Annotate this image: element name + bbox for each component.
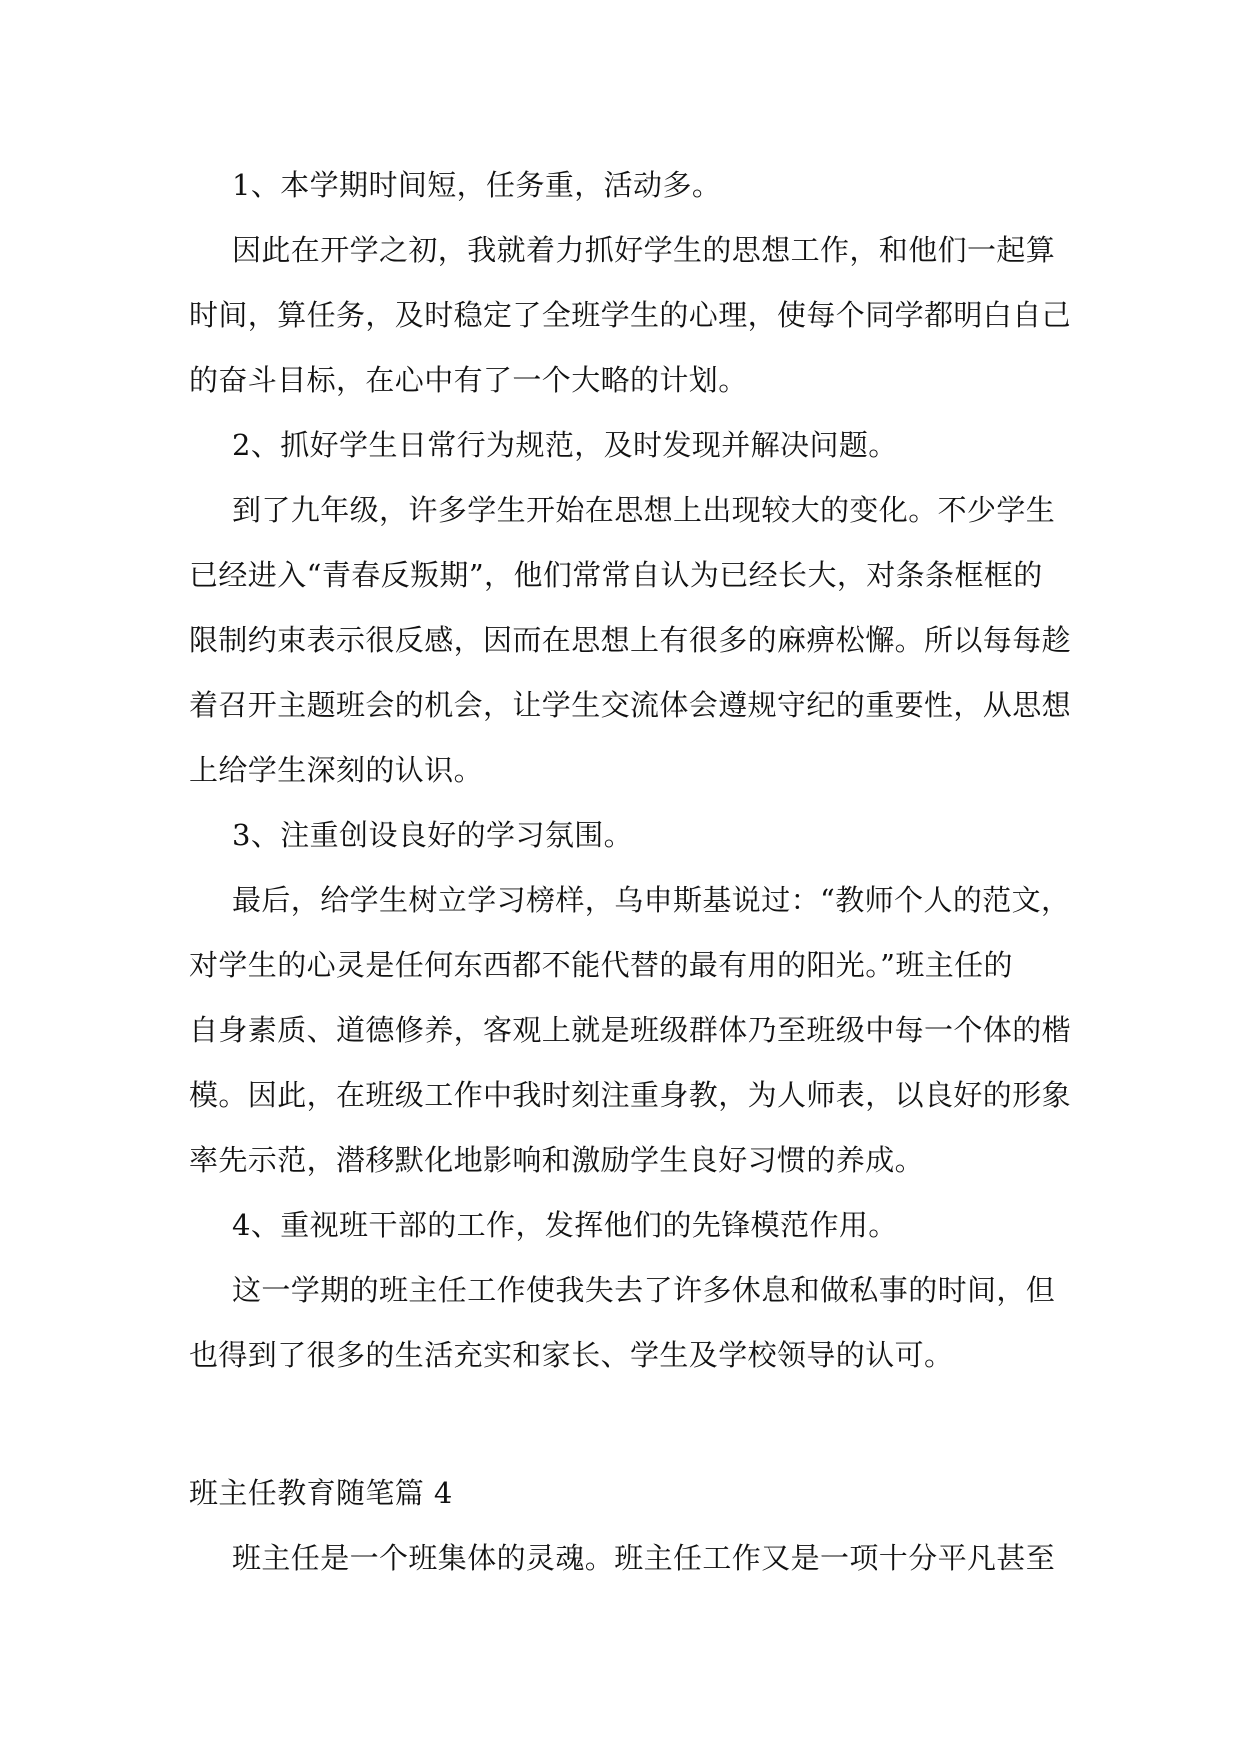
list-item-4: 4、重视班干部的工作，发挥他们的先锋模范作用。	[232, 1208, 898, 1242]
section-title: 班主任教育随笔篇 4	[189, 1476, 453, 1510]
paragraph-line: 着召开主题班会的机会，让学生交流体会遵规守纪的重要性，从思想	[189, 688, 1072, 722]
paragraph-line: 的奋斗目标，在心中有了一个大略的计划。	[189, 363, 748, 397]
paragraph-line: 因此在开学之初，我就着力抓好学生的思想工作，和他们一起算	[232, 233, 1056, 267]
paragraph-line: 率先示范，潜移默化地影响和激励学生良好习惯的养成。	[189, 1143, 925, 1177]
paragraph-line: 限制约束表示很反感，因而在思想上有很多的麻痹松懈。所以每每趁	[189, 623, 1072, 657]
paragraph-line: 模。因此，在班级工作中我时刻注重身教，为人师表，以良好的形象	[189, 1078, 1072, 1112]
paragraph-line: 这一学期的班主任工作使我失去了许多休息和做私事的时间，但	[232, 1273, 1056, 1307]
paragraph-line: 也得到了很多的生活充实和家长、学生及学校领导的认可。	[189, 1338, 954, 1372]
paragraph-line: 对学生的心灵是任何东西都不能代替的最有用的阳光。”班主任的	[189, 948, 1013, 982]
paragraph-line: 已经进入“青春反叛期”，他们常常自认为已经长大，对条条框框的	[189, 558, 1043, 592]
paragraph-line: 班主任是一个班集体的灵魂。班主任工作又是一项十分平凡甚至	[232, 1541, 1056, 1575]
paragraph-line: 时间，算任务，及时稳定了全班学生的心理，使每个同学都明白自己	[189, 298, 1072, 332]
paragraph-line: 到了九年级，许多学生开始在思想上出现较大的变化。不少学生	[232, 493, 1056, 527]
list-item-1: 1、本学期时间短，任务重，活动多。	[232, 168, 722, 202]
list-item-3: 3、注重创设良好的学习氛围。	[232, 818, 634, 852]
paragraph-line: 上给学生深刻的认识。	[189, 753, 484, 787]
paragraph-line: 自身素质、道德修养，客观上就是班级群体乃至班级中每一个体的楷	[189, 1013, 1072, 1047]
list-item-2: 2、抓好学生日常行为规范，及时发现并解决问题。	[232, 428, 898, 462]
paragraph-line: 最后，给学生树立学习榜样，乌申斯基说过：“教师个人的范文，	[232, 883, 1071, 917]
